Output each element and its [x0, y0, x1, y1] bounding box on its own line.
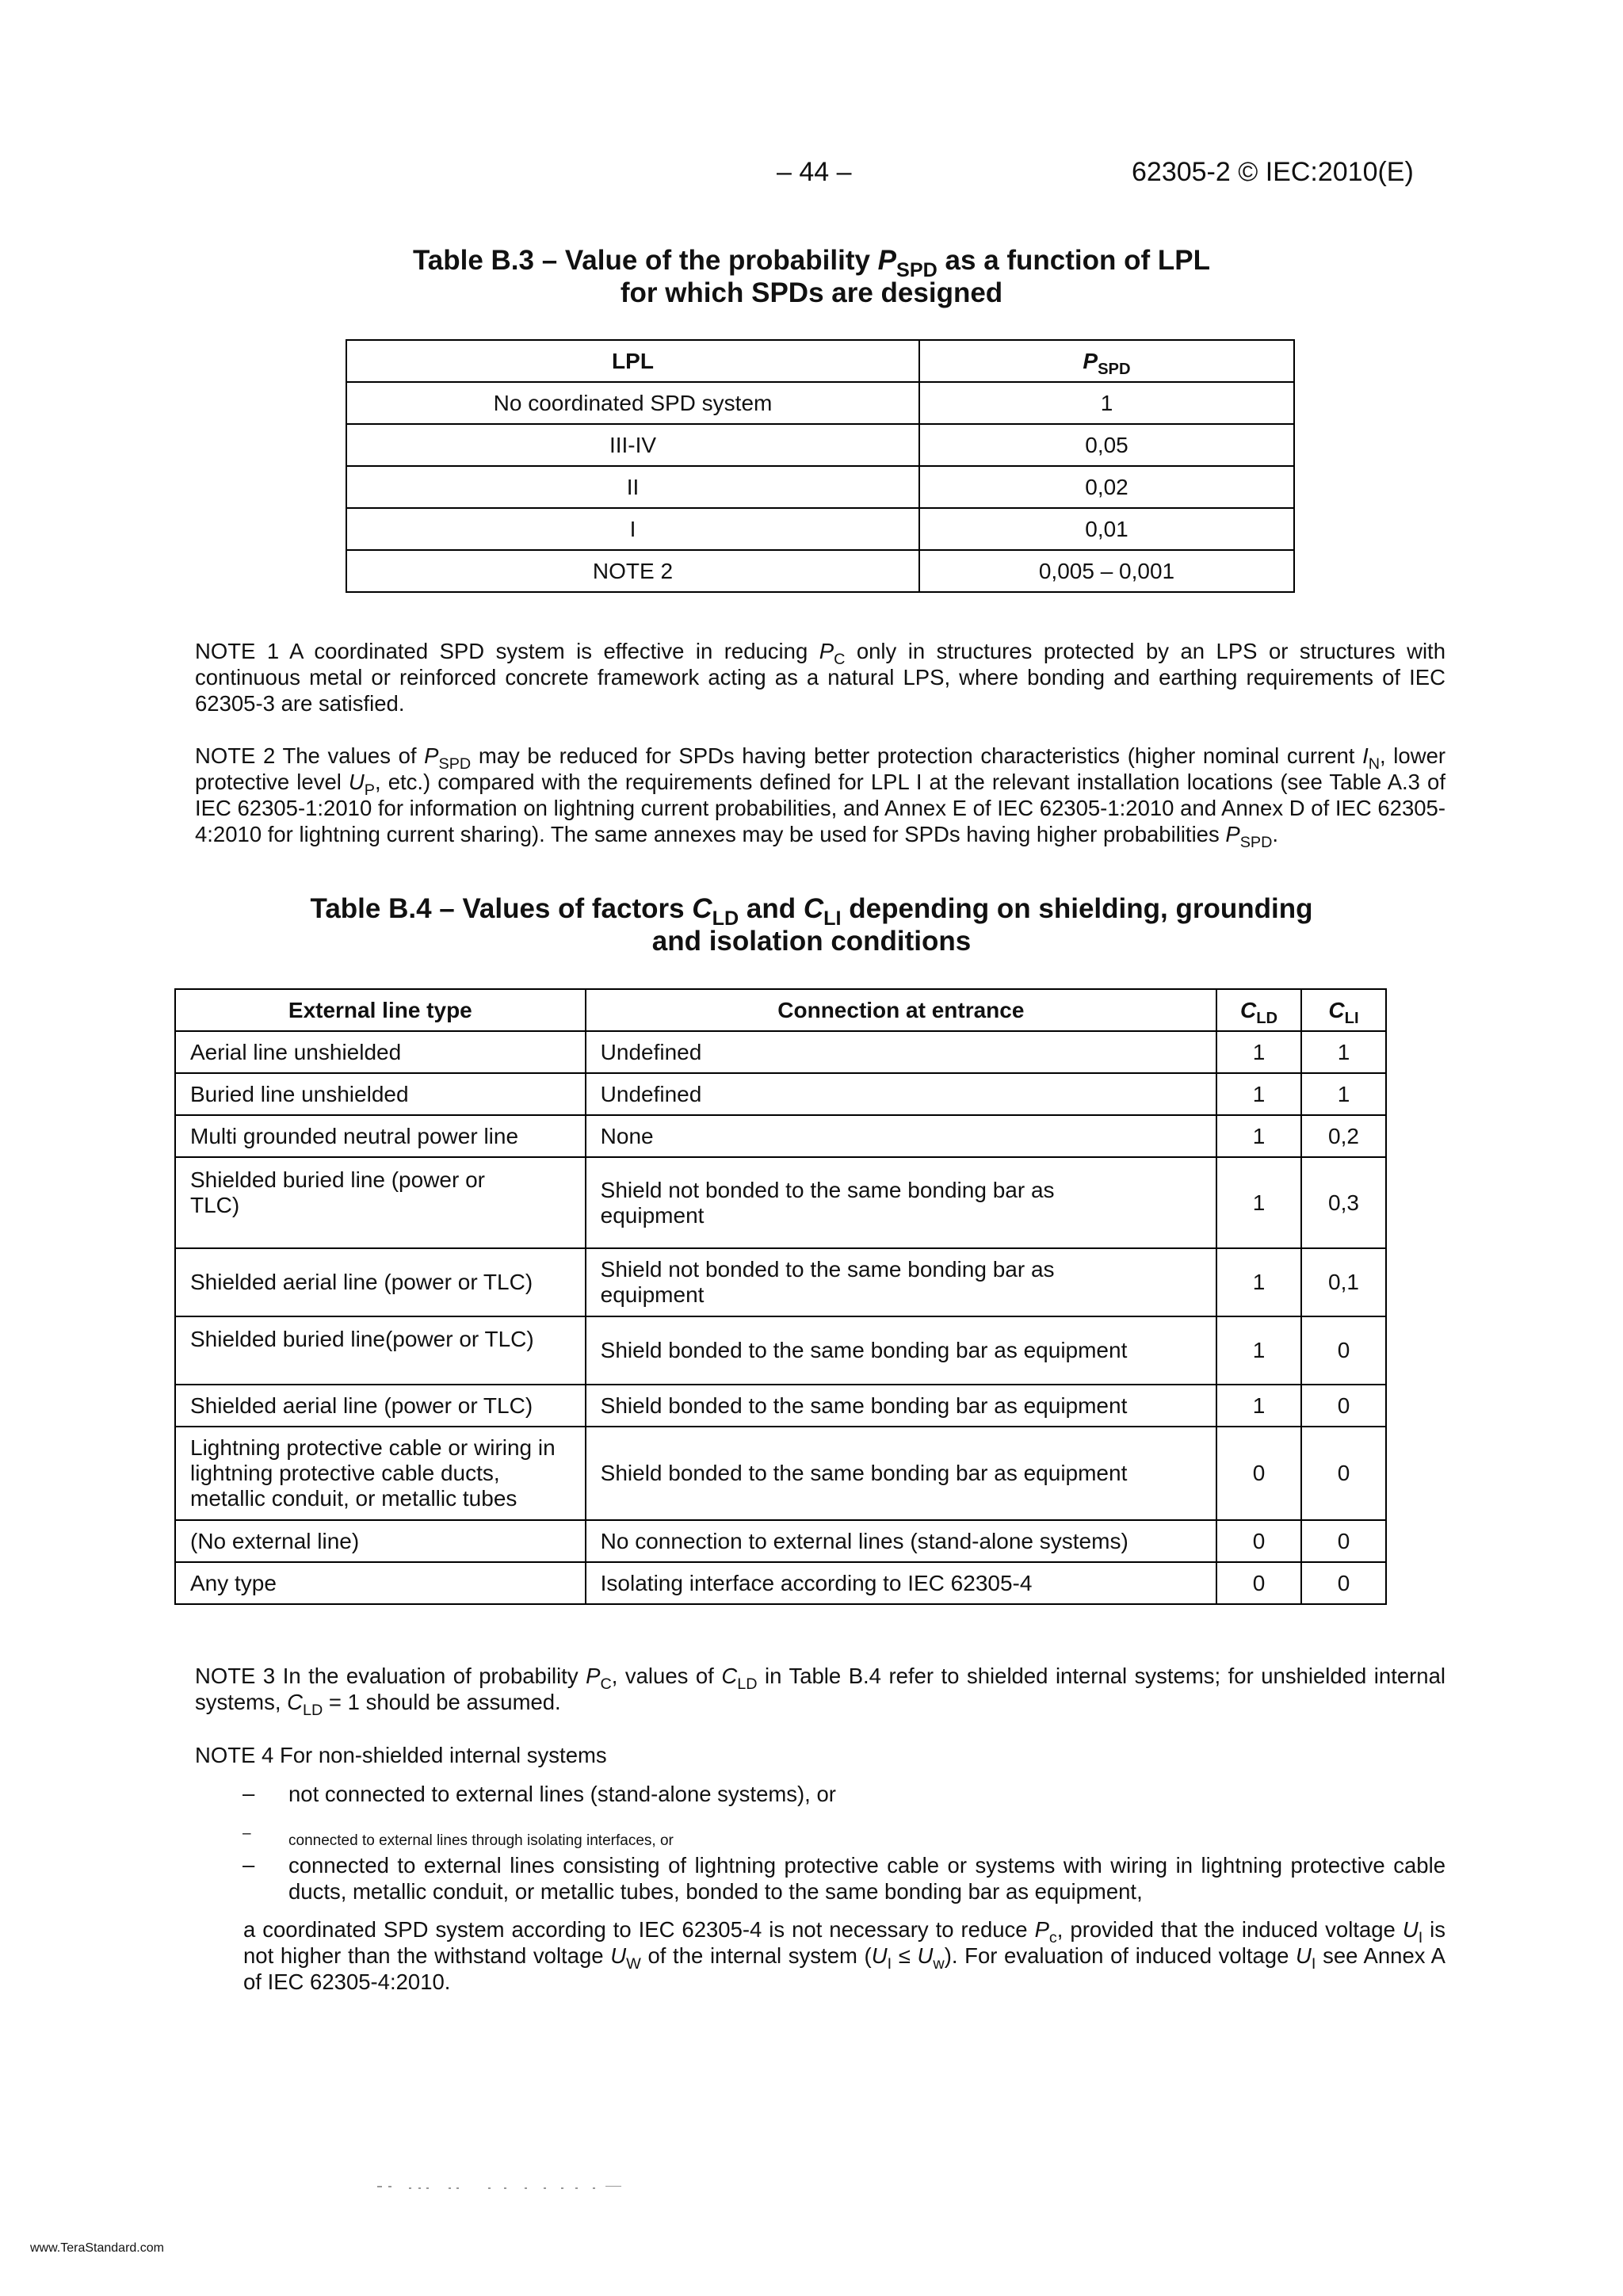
note2-text-c: , lower protective level: [195, 743, 1446, 794]
table-b4-header-type: External line type: [175, 989, 586, 1031]
table-b4-header-row: [175, 989, 1386, 1031]
note-3: [195, 1663, 1445, 1719]
final-text-f: ). For evaluation of induced voltage: [944, 1943, 1296, 1968]
table-row: [175, 1157, 1386, 1248]
conn-cell: No connection to external lines (stand-alone systems): [586, 1520, 1216, 1562]
cld-cell: 1: [1216, 1115, 1301, 1157]
final-sub6: I: [1311, 1954, 1316, 1973]
note3-text-b: , values of: [611, 1664, 722, 1688]
scan-artifact: [377, 2184, 624, 2192]
table-b3-header-p-sub: SPD: [1098, 360, 1131, 378]
note2-var1: P: [424, 743, 439, 768]
cli-cell: 0: [1301, 1562, 1386, 1604]
final-sub3: W: [626, 1954, 641, 1973]
conn-cell: Shield not bonded to the same bonding bar as equipment: [586, 1248, 1216, 1316]
table-b4-title-prefix: Table B.4 – Values of factors: [310, 893, 693, 924]
conn-cell: Shield bonded to the same bonding bar as equipment: [586, 1316, 1216, 1385]
table-b4-title-mid: and: [739, 893, 804, 924]
type-cell: Aerial line unshielded: [175, 1031, 586, 1073]
note3-var2: C: [721, 1664, 738, 1688]
note2-text-e: .: [1272, 822, 1279, 846]
table-row: [175, 1385, 1386, 1427]
final-var4: U: [871, 1943, 888, 1968]
cli-cell: 1: [1301, 1031, 1386, 1073]
table-b4-title-sub1: LD: [712, 907, 739, 930]
note1-text-b: only in structures protected by an LPS or structures with continuous metal or reinforced concrete framework acting as a natural LPS, where bonding and earthing requirements of IEC 62305-3 are satisfied.: [195, 639, 1445, 716]
final-var1: P: [1034, 1917, 1049, 1942]
page-number: – 44 –: [777, 157, 852, 187]
table-row: [346, 550, 1294, 592]
table-row: [346, 508, 1294, 550]
table-b4-title-line2: and isolation conditions: [651, 926, 972, 957]
final-sub4: I: [887, 1954, 892, 1973]
note-1: [195, 638, 1445, 716]
cli-cell: 0: [1301, 1427, 1386, 1520]
list-item: connected to external lines consisting of lightning protective cable or systems with wiring in lightning protective cable ducts, metallic conduit, or metallic tubes, bonded to the same bonding bar as equipment,: [288, 1853, 1445, 1904]
table-b4-header-conn: Connection at entrance: [586, 989, 1216, 1031]
table-b4-title: [0, 892, 1623, 957]
cld-cell: 0: [1216, 1427, 1301, 1520]
cli-var: C: [1328, 997, 1345, 1022]
pspd-cell: 0,01: [919, 508, 1294, 550]
table-b3-title-sub: SPD: [896, 258, 938, 281]
note2-sub2: N: [1368, 755, 1381, 773]
note3-sub1: C: [600, 1675, 612, 1693]
type-cell: Lightning protective cable or wiring in lightning protective cable ducts, metallic conduit, or metallic tubes: [175, 1427, 586, 1520]
final-var2: U: [1402, 1917, 1419, 1942]
cli-cell: 0,3: [1301, 1157, 1386, 1248]
note1-var: P: [819, 639, 834, 663]
list-dash: –: [242, 1852, 255, 1877]
type-cell: Shielded buried line(power or TLC): [175, 1316, 586, 1385]
note3-var3: C: [287, 1690, 303, 1714]
table-row: [175, 1316, 1386, 1385]
table-b3-title-prefix: Table B.3 – Value of the probability: [412, 245, 878, 276]
note-4-intro: NOTE 4 For non-shielded internal systems: [195, 1743, 607, 1767]
table-b4: [174, 988, 1387, 1605]
final-text-g: see Annex A of IEC 62305-4:2010.: [243, 1943, 1446, 1994]
list-item: not connected to external lines (stand-alone systems), or: [288, 1782, 836, 1806]
conn-cell: Shield bonded to the same bonding bar as equipment: [586, 1385, 1216, 1427]
note-2: [195, 743, 1446, 851]
lpl-cell: No coordinated SPD system: [346, 382, 919, 424]
cld-cell: 0: [1216, 1562, 1301, 1604]
note3-text-c: in Table B.4 refer to shielded internal systems; for unshielded internal systems,: [195, 1664, 1445, 1714]
note2-text-a: NOTE 2 The values of: [195, 743, 425, 768]
list-item: connected to external lines through isolating interfaces, or: [288, 1832, 674, 1849]
cli-cell: 0,1: [1301, 1248, 1386, 1316]
conn-cell: Shield bonded to the same bonding bar as equipment: [586, 1427, 1216, 1520]
cli-cell: 1: [1301, 1073, 1386, 1115]
cli-cell: 0: [1301, 1316, 1386, 1385]
final-text-e: ≤: [892, 1943, 918, 1968]
note2-sub4: SPD: [1239, 833, 1273, 851]
cld-var: C: [1239, 997, 1257, 1022]
table-b3-title-suffix: as a function of LPL: [937, 245, 1211, 276]
table-b4-title-var2: C: [803, 893, 824, 924]
table-row: [175, 1073, 1386, 1115]
table-b3-title: [0, 244, 1623, 309]
table-row: [175, 1520, 1386, 1562]
list-dash: –: [242, 1781, 255, 1805]
conn-cell: Undefined: [586, 1031, 1216, 1073]
note2-text-d: , etc.) compared with the requirements defined for LPL I at the relevant installation locations (see Table A.3 of IEC 62305-1:2010 for information on lightning current probabilities, and Annex E of IEC 62305-1:2010 and Annex D of IEC 62305-4:2010 for lightning current sharing). The same annexes may be used for SPDs having higher probabilities: [195, 770, 1445, 846]
note3-var1: P: [586, 1664, 601, 1688]
table-row: [346, 424, 1294, 466]
table-row: [175, 1115, 1386, 1157]
table-b4-header-cld: [1216, 989, 1301, 1031]
conn-cell: Isolating interface according to IEC 62305-4: [586, 1562, 1216, 1604]
footer-site: www.TeraStandard.com: [30, 2241, 164, 2255]
table-b4-header-cli: [1301, 989, 1386, 1031]
table-b3-title-var: P: [877, 245, 897, 276]
cli-cell: 0: [1301, 1520, 1386, 1562]
final-var5: U: [917, 1943, 934, 1968]
pspd-cell: 0,005 – 0,001: [919, 550, 1294, 592]
note3-sub3: LD: [303, 1701, 323, 1719]
final-var6: U: [1296, 1943, 1312, 1968]
cli-cell: 0,2: [1301, 1115, 1386, 1157]
note1-text-a: NOTE 1 A coordinated SPD system is effective in reducing: [195, 639, 819, 663]
type-cell: Multi grounded neutral power line: [175, 1115, 586, 1157]
table-row: [346, 382, 1294, 424]
final-sub5: w: [933, 1954, 945, 1973]
lpl-cell: II: [346, 466, 919, 508]
cld-cell: 1: [1216, 1248, 1301, 1316]
note2-text-b: may be reduced for SPDs having better protection characteristics (higher nominal current: [471, 743, 1363, 768]
cld-cell: 1: [1216, 1157, 1301, 1248]
cld-cell: 1: [1216, 1073, 1301, 1115]
type-cell: Shielded aerial line (power or TLC): [175, 1248, 586, 1316]
table-b4-title-sub2: LI: [823, 907, 842, 930]
note2-sub3: P: [364, 781, 375, 799]
cld-cell: 1: [1216, 1385, 1301, 1427]
table-row: [346, 466, 1294, 508]
note3-sub2: LD: [737, 1675, 758, 1693]
note2-sub1: SPD: [438, 755, 472, 773]
note2-var2: I: [1362, 743, 1369, 768]
final-text-c: is not higher than the withstand voltage: [243, 1917, 1446, 1968]
note2-var3: U: [348, 770, 365, 794]
cli-sub: LI: [1344, 1009, 1359, 1027]
list-dash: –: [242, 1825, 251, 1842]
table-b3-header-pspd: [919, 340, 1294, 382]
conn-cell: None: [586, 1115, 1216, 1157]
type-cell: Any type: [175, 1562, 586, 1604]
lpl-cell: III-IV: [346, 424, 919, 466]
conn-cell: Shield not bonded to the same bonding bar as equipment: [586, 1157, 1216, 1248]
cld-sub: LD: [1256, 1009, 1278, 1027]
table-b3-header-lpl: LPL: [346, 340, 919, 382]
pspd-cell: 0,05: [919, 424, 1294, 466]
final-text-d: of the internal system (: [640, 1943, 872, 1968]
pspd-cell: 0,02: [919, 466, 1294, 508]
table-row: [175, 1248, 1386, 1316]
type-cell: Shielded aerial line (power or TLC): [175, 1385, 586, 1427]
note3-text-a: NOTE 3 In the evaluation of probability: [195, 1664, 586, 1688]
table-b3-header-p: P: [1083, 348, 1098, 373]
final-var3: U: [610, 1943, 627, 1968]
lpl-cell: I: [346, 508, 919, 550]
table-row: [175, 1427, 1386, 1520]
note-4-conclusion: [243, 1916, 1445, 1995]
cld-cell: 1: [1216, 1031, 1301, 1073]
note2-var4: P: [1225, 822, 1240, 846]
cld-cell: 1: [1216, 1316, 1301, 1385]
table-b3-title-line2: for which SPDs are designed: [620, 277, 1003, 308]
final-sub2: I: [1418, 1928, 1423, 1946]
cli-cell: 0: [1301, 1385, 1386, 1427]
table-b4-title-suffix: depending on shielding, grounding: [841, 893, 1313, 924]
note3-text-d: = 1 should be assumed.: [323, 1690, 561, 1714]
final-text-b: , provided that the induced voltage: [1056, 1917, 1403, 1942]
table-b4-title-var1: C: [692, 893, 712, 924]
note1-sub: C: [834, 650, 846, 668]
table-row: [175, 1562, 1386, 1604]
table-row: [175, 1031, 1386, 1073]
type-cell: Shielded buried line (power or TLC): [175, 1157, 586, 1248]
table-b3: [346, 339, 1295, 593]
type-cell: Buried line unshielded: [175, 1073, 586, 1115]
lpl-cell: NOTE 2: [346, 550, 919, 592]
final-text-a: a coordinated SPD system according to IEC 62305-4 is not necessary to reduce: [243, 1917, 1035, 1942]
final-sub1: c: [1048, 1928, 1057, 1946]
pspd-cell: 1: [919, 382, 1294, 424]
cld-cell: 0: [1216, 1520, 1301, 1562]
document-reference: 62305-2 © IEC:2010(E): [1132, 157, 1414, 187]
type-cell: (No external line): [175, 1520, 586, 1562]
conn-cell: Undefined: [586, 1073, 1216, 1115]
table-b3-header-row: [346, 340, 1294, 382]
